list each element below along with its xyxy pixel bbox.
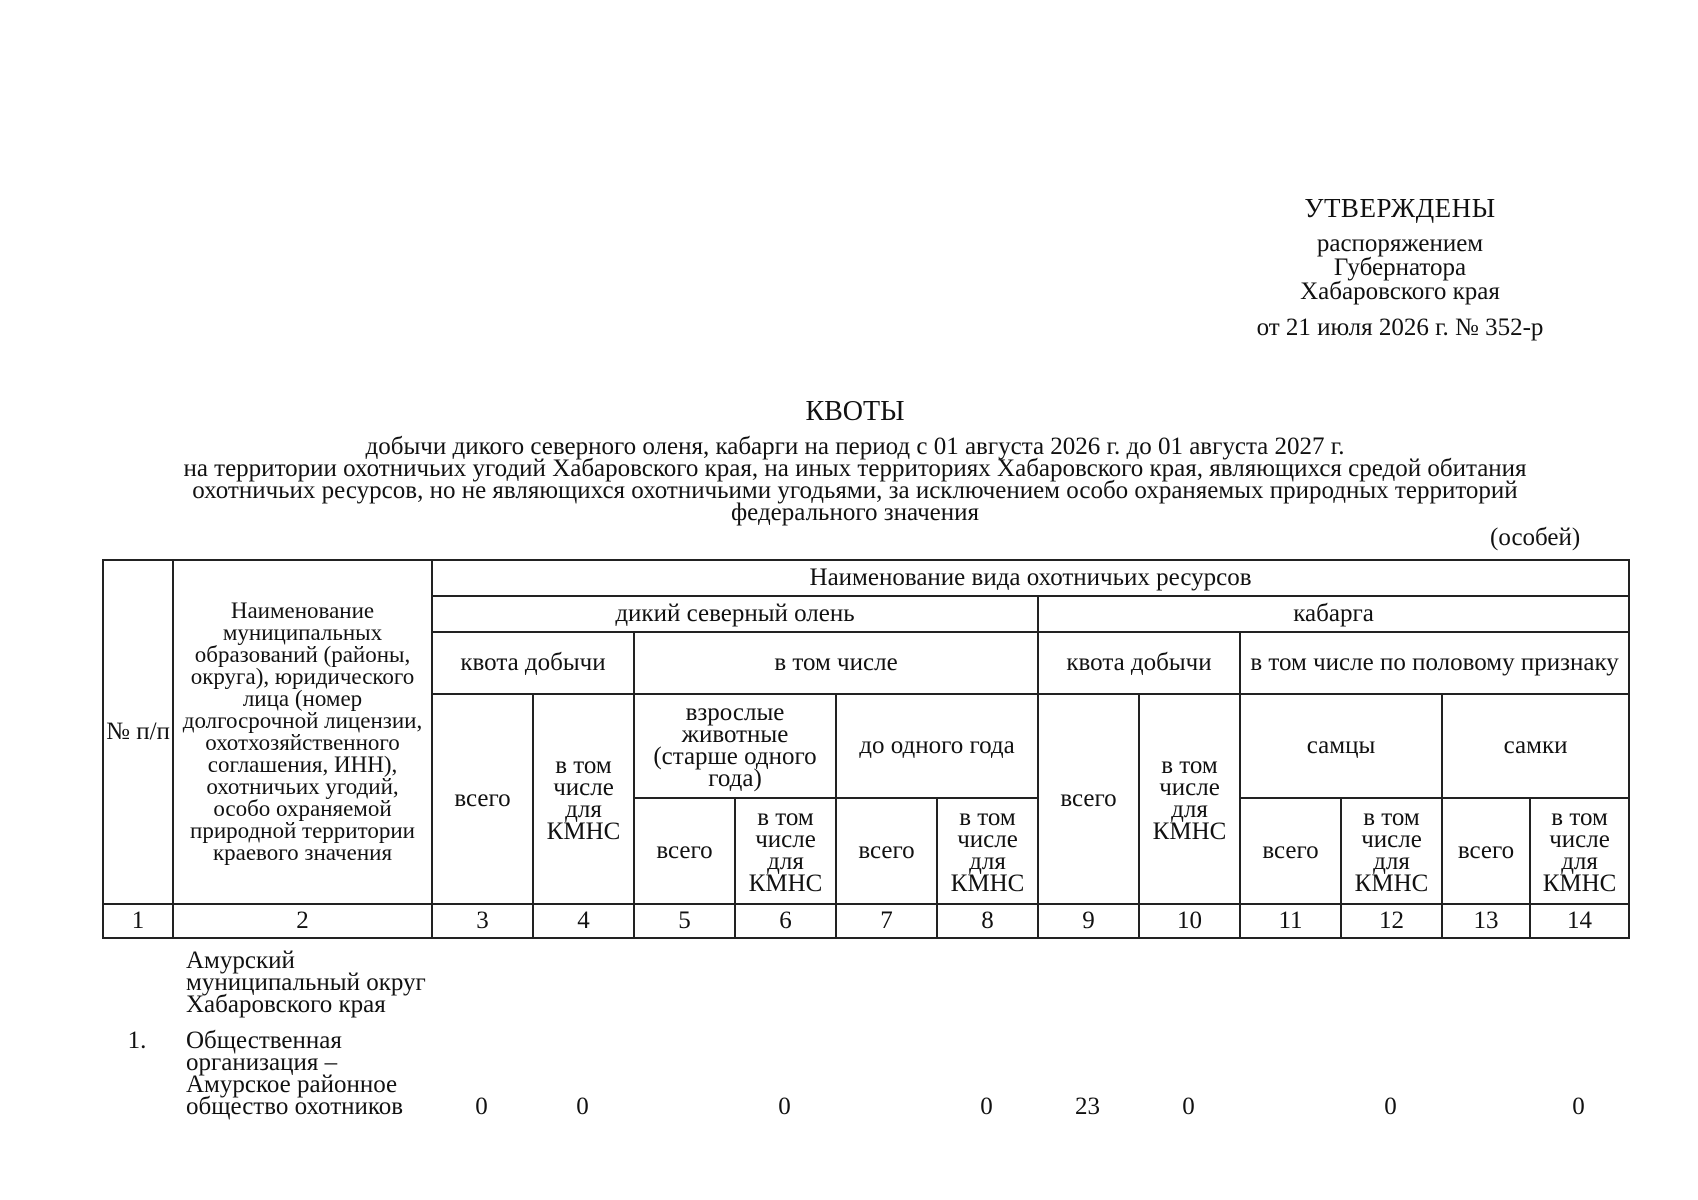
header-musk-quota: квота добычи xyxy=(1038,632,1240,694)
row-value: 0 xyxy=(475,1093,488,1120)
header-musk-kmns: в том числе для КМНС xyxy=(1139,694,1240,904)
column-number-cell: 5 xyxy=(634,904,735,938)
header-deer-kmns: в том числе для КМНС xyxy=(533,694,634,904)
column-number-cell: 12 xyxy=(1341,904,1442,938)
row-value xyxy=(1529,950,1628,1016)
table-row xyxy=(102,1030,1628,1118)
row-value: 0 xyxy=(576,1093,589,1120)
document-title xyxy=(120,396,1590,524)
header-under-one-kmns: в том числе для КМНС xyxy=(937,798,1038,904)
header-females-total: всего xyxy=(1442,798,1530,904)
row-value xyxy=(1340,950,1441,1016)
header-resources: Наименование вида охотничьих ресурсов xyxy=(432,560,1629,596)
row-value xyxy=(532,950,633,1016)
title-line-4: федерального значения xyxy=(730,499,979,526)
quota-table-header xyxy=(102,559,1630,939)
header-deer-quota: квота добычи xyxy=(432,632,634,694)
row-value xyxy=(1441,1030,1529,1118)
row-value xyxy=(835,1030,936,1118)
column-number-cell: 1 xyxy=(103,904,173,938)
column-number-cell: 2 xyxy=(173,904,432,938)
approval-date: от 21 июля 2026 г. № 352-р xyxy=(1256,314,1544,341)
row-value: 0 xyxy=(1572,1093,1585,1120)
row-value xyxy=(835,950,936,1016)
column-number-cell: 3 xyxy=(432,904,533,938)
header-males: самцы xyxy=(1240,694,1442,798)
title-main: КВОТЫ xyxy=(805,396,905,427)
header-under-one: до одного года xyxy=(836,694,1038,798)
row-value: 0 xyxy=(778,1093,791,1120)
header-musk-including-sex: в том числе по половому признаку xyxy=(1240,632,1629,694)
header-name: Наименование муниципальных образований (районы, округа), юридического лица (номер долгосрочной лицензии, охотхозяйственного соглашения, ИНН), охотничьих угодий, особо охраняемой природной территории краевого значения xyxy=(173,560,432,904)
header-deer-total: всего xyxy=(432,694,533,904)
header-females: самки xyxy=(1442,694,1629,798)
row-name: Амурский муниципальный округ Хабаровского края xyxy=(186,947,426,1018)
approval-line-1: распоряжением xyxy=(1316,230,1484,257)
row-value xyxy=(1239,950,1340,1016)
title-line-3: охотничьих ресурсов, но не являющихся охотничьими угодьями, за исключением особо охраняемых природных территорий xyxy=(192,477,1518,504)
table-row xyxy=(102,950,1628,1016)
row-value xyxy=(1441,950,1529,1016)
row-value xyxy=(734,950,835,1016)
row-number: 1. xyxy=(127,1027,147,1054)
row-name: Общественная организация – Амурское районное общество охотников xyxy=(186,1027,404,1120)
approval-line-3: Хабаровского края xyxy=(1300,278,1500,305)
column-number-cell: 8 xyxy=(937,904,1038,938)
header-deer: дикий северный олень xyxy=(432,596,1038,632)
table-body xyxy=(102,947,1628,1120)
row-value xyxy=(1037,950,1138,1016)
title-line-1: добычи дикого северного оленя, кабарги на период с 01 августа 2026 г. до 01 августа 2027 г. xyxy=(365,433,1345,460)
row-value: 0 xyxy=(980,1093,993,1120)
row-number xyxy=(102,950,172,1016)
column-number-cell: 6 xyxy=(735,904,836,938)
header-musk: кабарга xyxy=(1038,596,1629,632)
column-number-cell: 11 xyxy=(1240,904,1341,938)
row-value: 0 xyxy=(1384,1093,1397,1120)
row-value: 23 xyxy=(1075,1093,1100,1120)
approval-heading: УТВЕРЖДЕНЫ xyxy=(1304,193,1496,223)
column-number-cell: 10 xyxy=(1139,904,1240,938)
header-adults-total: всего xyxy=(634,798,735,904)
header-males-total: всего xyxy=(1240,798,1341,904)
title-line-2: на территории охотничьих угодий Хабаровского края, на иных территориях Хабаровского края, являющихся средой обитания xyxy=(183,455,1527,482)
row-value xyxy=(1239,1030,1340,1118)
header-females-kmns: в том числе для КМНС xyxy=(1530,798,1629,904)
column-number-cell: 13 xyxy=(1442,904,1530,938)
row-value: 0 xyxy=(1182,1093,1195,1120)
row-value xyxy=(1138,950,1239,1016)
header-number: № п/п xyxy=(103,560,173,904)
units-label: (особей) xyxy=(1490,524,1581,551)
approval-block xyxy=(1180,193,1620,341)
column-number-cell: 4 xyxy=(533,904,634,938)
header-musk-total: всего xyxy=(1038,694,1139,904)
row-value xyxy=(431,950,532,1016)
column-number-cell: 7 xyxy=(836,904,937,938)
header-adults-kmns: в том числе для КМНС xyxy=(735,798,836,904)
column-number-cell: 14 xyxy=(1530,904,1629,938)
row-value xyxy=(936,950,1037,1016)
header-adults: взрослые животные (старше одного года) xyxy=(634,694,836,798)
header-deer-including: в том числе xyxy=(634,632,1038,694)
header-males-kmns: в том числе для КМНС xyxy=(1341,798,1442,904)
column-number-cell: 9 xyxy=(1038,904,1139,938)
approval-line-2: Губернатора xyxy=(1333,254,1467,281)
row-value xyxy=(633,1030,734,1118)
header-under-one-total: всего xyxy=(836,798,937,904)
row-value xyxy=(633,950,734,1016)
